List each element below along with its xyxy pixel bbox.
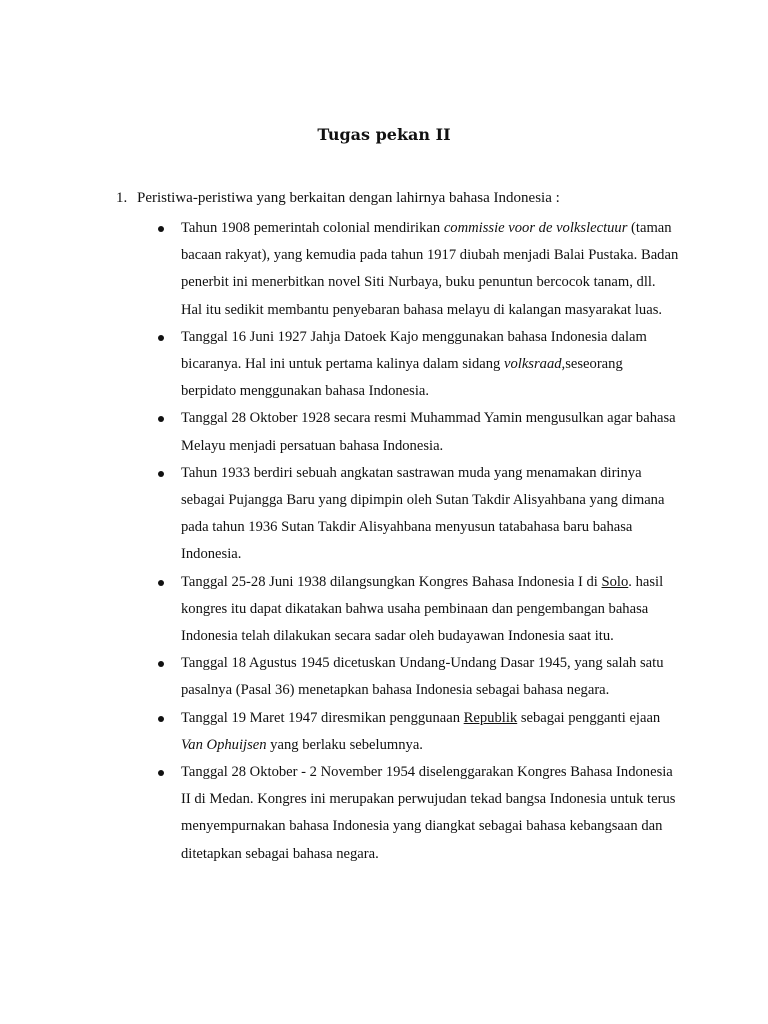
bullet-item-1908 [0,215,679,324]
list-number: 1. [116,190,128,206]
bullet-item-1947 [0,705,679,759]
bullet-text: Tanggal 28 Oktober - 2 November 1954 diselenggarakan Kongres Bahasa Indonesia II di Medan. Kongres ini merupakan perwujudan tekad bangsa Indonesia untuk terus menyempurnakan bahasa Indonesia yang diangkat sebagai bahasa kebangsaan dan ditetapkan sebagai bahasa negara. [181,764,676,862]
text-span: Tanggal 16 Juni 1927 Jahja Datoek Kajo menggunakan bahasa Indonesia dalam bicaranya. Hal ini untuk pertama kalinya dalam sidang [181,328,647,373]
bullet-text: Tanggal 18 Agustus 1945 dicetuskan Undang-Undang Dasar 1945, yang salah satu pasalnya (Pasal 36) menetapkan bahasa Indonesia sebagai bahasa negara. [181,655,664,699]
bullet-icon [158,770,164,776]
bullet-list [0,215,768,868]
bullet-icon [158,471,164,477]
bullet-text [181,569,679,651]
section-heading: Peristiwa-peristiwa yang berkaitan dengan lahirnya bahasa Indonesia : [137,190,560,206]
bullet-item-1938 [0,569,679,651]
italic-term: Van Ophuijsen [181,736,267,753]
text-span: . hasil kongres itu dapat dikatakan bahwa usaha pembinaan dan pengembangan bahasa Indonesia telah dilakukan secara sadar oleh budayawan Indonesia saat itu. [181,573,664,645]
bullet-text: Tanggal 28 Oktober 1928 secara resmi Muhammad Yamin mengusulkan agar bahasa Melayu menjadi persatuan bahasa Indonesia. [181,410,676,454]
page-title: Tugas pekan II [317,125,451,144]
bullet-item-1954 [0,759,679,868]
solo-link[interactable]: Solo [601,573,629,590]
bullet-icon [158,416,164,422]
text-span: Tanggal 19 Maret 1947 diresmikan penggunaan [181,709,464,726]
text-span: seseorang berpidato menggunakan bahasa Indonesia. [181,356,623,400]
bullet-text [181,215,679,324]
bullet-item-1928 [0,405,679,459]
text-span: (taman bacaan rakyat), yang kemudia pada tahun 1917 diubah menjadi Balai Pustaka. Badan penerbit ini menerbitkan novel Siti Nurbaya, buku penuntun bercocok tanam, dll. Hal itu sedikit membantu penyebaran bahasa melayu di kalangan masyarakat luas. [181,220,679,318]
bullet-text [181,705,679,759]
bullet-icon [158,226,164,232]
bullet-text: Tahun 1933 berdiri sebuah angkatan sastrawan muda yang menamakan dirinya sebagai Pujangga Baru yang dipimpin oleh Sutan Takdir Alisyahbana yang dimana pada tahun 1936 Sutan Takdir Alisyahbana menyusun tatabahasa baru bahasa Indonesia. [181,464,665,563]
bullet-item-1945 [0,650,679,704]
text-span: Tahun 1908 pemerintah colonial mendirikan [181,220,444,236]
bullet-icon [158,580,164,586]
italic-term: volksraad, [503,356,566,373]
bullet-icon [158,716,164,722]
republik-link[interactable]: Republik [463,709,518,726]
text-span: sebagai pengganti ejaan [517,709,661,726]
bullet-item-1927 [0,324,679,406]
text-span: Tanggal 25-28 Juni 1938 dilangsungkan Kongres Bahasa Indonesia I di [181,573,602,590]
bullet-item-1933 [0,460,679,569]
bullet-icon [158,661,164,667]
bullet-text [181,324,679,406]
bullet-icon [158,335,164,341]
italic-term: commissie voor de volkslectuur [443,220,628,236]
text-span: yang berlaku sebelumnya. [266,736,423,753]
